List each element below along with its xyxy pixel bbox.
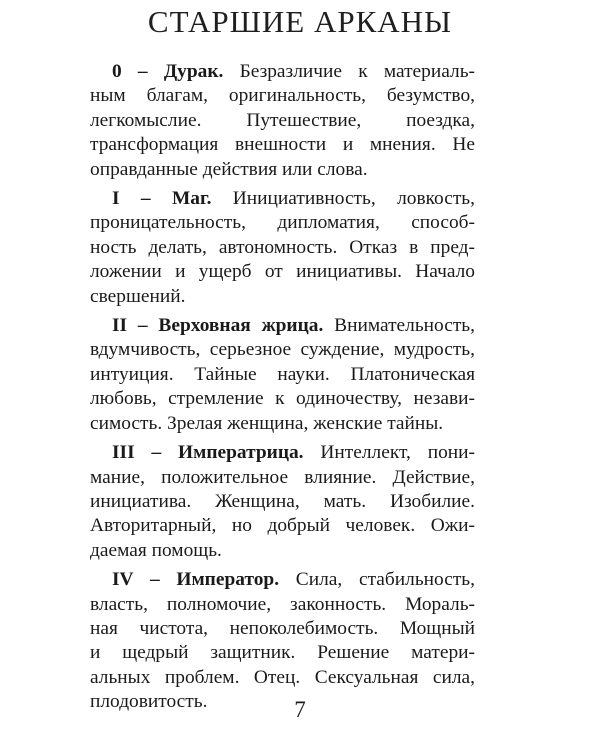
- entry-heading: I – Маг.: [112, 188, 212, 210]
- entry-line: оправданные действия или слова.: [90, 158, 368, 180]
- arcana-entry-fool: [90, 60, 475, 182]
- entry-line: [90, 60, 475, 84]
- page-number: 7: [294, 697, 306, 722]
- entry-heading: IV – Император.: [112, 569, 280, 591]
- page-title: СТАРШИЕ АРКАНЫ: [147, 4, 453, 39]
- arcana-entry-high-priestess: [90, 314, 475, 436]
- entry-line: вдумчивость, серьезное суждение, мудрость,: [90, 339, 475, 361]
- entry-line: ность делать, автономность. Отказ в пред-: [90, 236, 475, 258]
- entry-line: проницательность, дипломатия, способ-: [90, 212, 475, 234]
- entry-line: Авторитарный, но добрый человек. Ожи-: [90, 515, 475, 537]
- entry-heading: II – Верховная жрица.: [112, 315, 324, 337]
- entry-line: [90, 441, 475, 465]
- entry-line: ным благам, оригинальность, безумство,: [90, 85, 475, 107]
- entry-line: плодовитость.: [90, 691, 208, 713]
- entry-line: интуиция. Тайные науки. Платоническая: [90, 363, 475, 385]
- entry-line: легкомыслие. Путешествие, поездка,: [90, 109, 475, 131]
- entry-line: [90, 568, 475, 592]
- entry-heading: 0 – Дурак.: [112, 61, 224, 82]
- entry-line: ная чистота, непоколебимость. Мощный: [90, 617, 475, 639]
- entry-line: ложении и ущерб от инициативы. Начало: [90, 261, 475, 283]
- entry-line: любовь, стремление к одиночеству, незави-: [90, 388, 475, 410]
- entry-heading: III – Императрица.: [112, 442, 304, 464]
- arcana-entry-magician: [90, 187, 475, 309]
- entry-text: Инициативность, ловкость,: [211, 188, 475, 210]
- arcana-entry-empress: [90, 441, 475, 563]
- arcana-list: [90, 60, 475, 720]
- entry-line: трансформация внешности и мнения. Не: [90, 134, 475, 156]
- entry-line: свершений.: [90, 285, 186, 307]
- entry-line: альных проблем. Отец. Сексуальная сила,: [90, 666, 475, 688]
- entry-text: Внимательность,: [323, 315, 475, 337]
- entry-text: Безразличие к материаль-: [223, 61, 475, 82]
- entry-line: даемая помощь.: [90, 539, 222, 561]
- entry-line: [90, 187, 475, 211]
- entry-line: мание, положительное влияние. Действие,: [90, 466, 475, 488]
- entry-text: Сила, стабильность,: [279, 569, 476, 591]
- arcana-entry-emperor: [90, 568, 475, 714]
- entry-line: и щедрый защитник. Решение матери-: [90, 642, 475, 664]
- entry-line: симость. Зрелая женщина, женские тайны.: [90, 412, 444, 434]
- entry-line: инициатива. Женщина, мать. Изобилие.: [90, 490, 475, 512]
- entry-line: власть, полномочие, законность. Мораль-: [90, 593, 475, 615]
- entry-line: [90, 314, 475, 338]
- entry-text: Интеллект, пони-: [303, 442, 475, 464]
